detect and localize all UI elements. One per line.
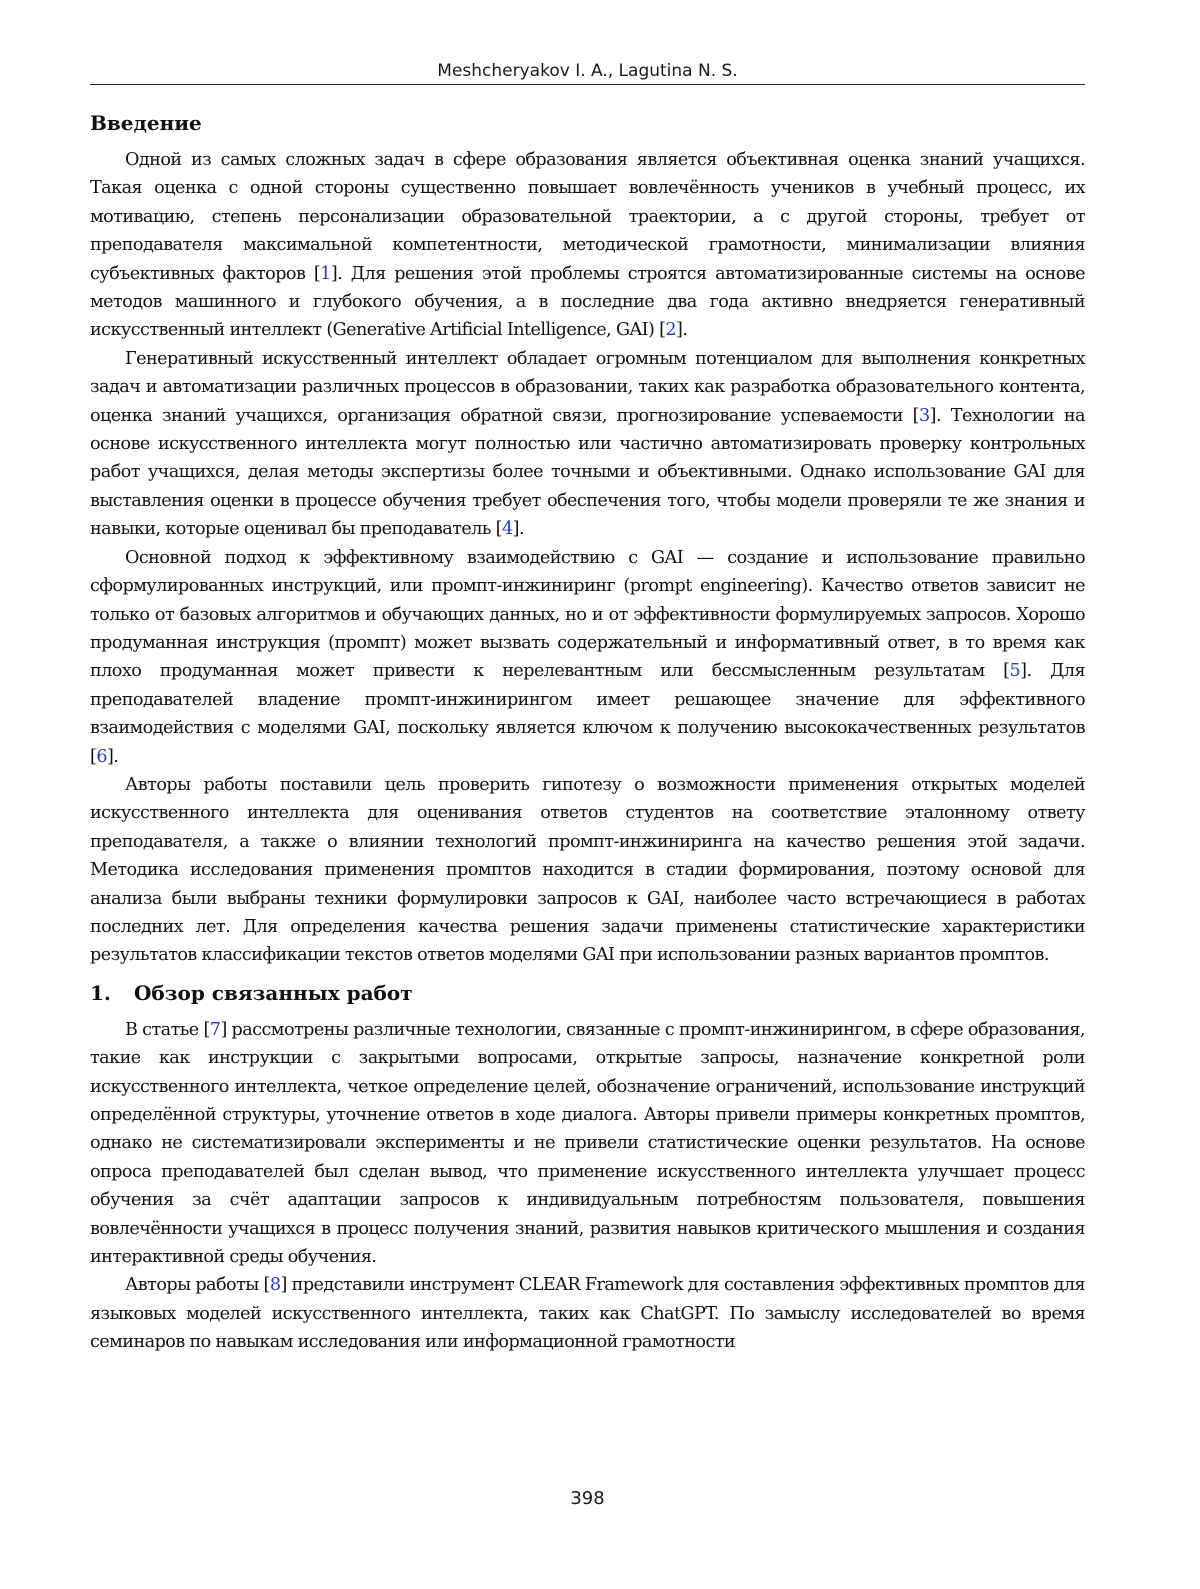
citation-link-2[interactable]: 2 <box>665 320 677 341</box>
citation-link-7[interactable]: 7 <box>209 1019 221 1040</box>
paragraph-text: ]. Технологии на основе искусственного интеллекта могут полностью или частично автоматизировать проверку контрольных работ учащихся, делая методы экспертизы более точными и объективными. Однако использование GAI для выставления оценки в процессе обучения требует обеспечения того, чтобы модели проверяли те же знания и навыки, которые оценивал бы преподаватель [ <box>90 405 1085 540</box>
paragraph-text: Авторы работы [ <box>125 1275 270 1296</box>
citation-link-4[interactable]: 4 <box>501 519 513 540</box>
paragraph-intro-3 <box>90 544 1085 771</box>
citation-link-1[interactable]: 1 <box>320 263 331 284</box>
paragraph-text: ]. Для преподавателей владение промпт-инжинирингом имеет решающее значение для эффективного взаимодействия с моделями GAI, поскольку является ключом к получению высококачественных результатов [ <box>90 661 1085 767</box>
paragraph-text: ] рассмотрены различные технологии, связанные с промпт-инжинирингом, в сфере образования, такие как инструкции с закрытыми вопросами, открытые запросы, назначение конкретной роли искусственного интеллекта, четкое определение целей, обозначение ограничений, использование инструкций определённой структуры, уточнение ответов в ходе диалога. Авторы привели примеры конкретных промптов, однако не систематизировали эксперименты и не привели статистические оценки результатов. На основе опроса преподавателей был сделан вывод, что применение искусственного интеллекта улучшает процесс обучения за счёт адаптации запросов к индивидуальным потребностям пользователя, повышения вовлечённости учащихся в процесс получения знаний, развития навыков критического мышления и создания интерактивной среды обучения. <box>90 1019 1085 1268</box>
section-title-introduction <box>90 106 1085 140</box>
paragraph-text: ]. <box>676 320 688 341</box>
paragraph-related-1 <box>90 1016 1085 1272</box>
paragraph-text: ] представили инструмент CLEAR Framework для составления эффективных промптов для языковых моделей искусственного интеллекта, таких как ChatGPT. По замыслу исследователей во время семинаров по навыкам исследования или информационной грамотности <box>90 1275 1085 1353</box>
page-number: 398 <box>570 1488 605 1509</box>
section-title-text: Введение <box>90 111 202 135</box>
section-number: 1. <box>90 980 111 1005</box>
section-title-text: Обзор связанных работ <box>134 980 413 1005</box>
citation-link-6[interactable]: 6 <box>96 746 107 767</box>
paragraph-text: Генеративный искусственный интеллект обладает огромным потенциалом для выполнения конкретных задач и автоматизации различных процессов в образовании, таких как разработка образовательного контента, оценка знаний учащихся, организация обратной связи, прогнозирование успеваемости [ <box>90 348 1085 426</box>
paragraph-related-2 <box>90 1271 1085 1356</box>
citation-link-5[interactable]: 5 <box>1009 661 1021 682</box>
paragraph-text: В статье [ <box>125 1019 210 1040</box>
running-head: Meshcheryakov I. A., Lagutina N. S. <box>437 61 738 81</box>
paragraph-intro-4 <box>90 771 1085 970</box>
paragraph-text: ]. <box>512 519 524 540</box>
paragraph-intro-1 <box>90 146 1085 345</box>
page-body <box>90 106 1085 1357</box>
paragraph-text: ]. <box>106 746 119 767</box>
citation-link-8[interactable]: 8 <box>269 1275 281 1296</box>
citation-link-3[interactable]: 3 <box>918 405 930 426</box>
paragraph-text: Основной подход к эффективному взаимодействию с GAI — создание и использование правильно сформулированных инструкций, или промпт-инжиниринг (prompt engineering). Качество ответов зависит не только от базовых алгоритмов и обучающих данных, но и от эффективности формулируемых запросов. Хорошо продуманная инструкция (промпт) может вызвать содержательный и информативный ответ, в то время как плохо продуманная может привести к нерелевантным или бессмысленным результатам [ <box>90 547 1085 682</box>
section-title-related-work <box>90 976 1085 1010</box>
paragraph-text: Одной из самых сложных задач в сфере образования является объективная оценка знаний учащихся. Такая оценка с одной стороны существенно повышает вовлечённость учеников в учебный процесс, их мотивацию, степень персонализации образовательной траектории, а с другой стороны, требует от преподавателя максимальной компетентности, методической грамотности, минимализации влияния субъективных факторов [ <box>90 150 1085 284</box>
header-rule <box>90 84 1085 85</box>
paragraph-text: Авторы работы поставили цель проверить гипотезу о возможности применения открытых моделей искусственного интеллекта для оценивания ответов студентов на соответствие эталонному ответу преподавателя, а также о влиянии технологий промпт-инжиниринга на качество решения этой задачи. Методика исследования применения промптов находится в стадии формирования, поэтому основой для анализа были выбраны техники формулировки запросов к GAI, наиболее часто встречающиеся в работах последних лет. Для определения качества решения задачи применены статистические характеристики результатов классификации текстов ответов моделями GAI при использовании разных вариантов промптов. <box>90 774 1085 966</box>
paragraph-text: ]. Для решения этой проблемы строятся автоматизированные системы на основе методов машинного и глубокого обучения, а в последние два года активно внедряется генеративный искусственный интеллект (Generative Artificial Intelligence, GAI) [ <box>90 263 1085 341</box>
paragraph-intro-2 <box>90 345 1085 544</box>
